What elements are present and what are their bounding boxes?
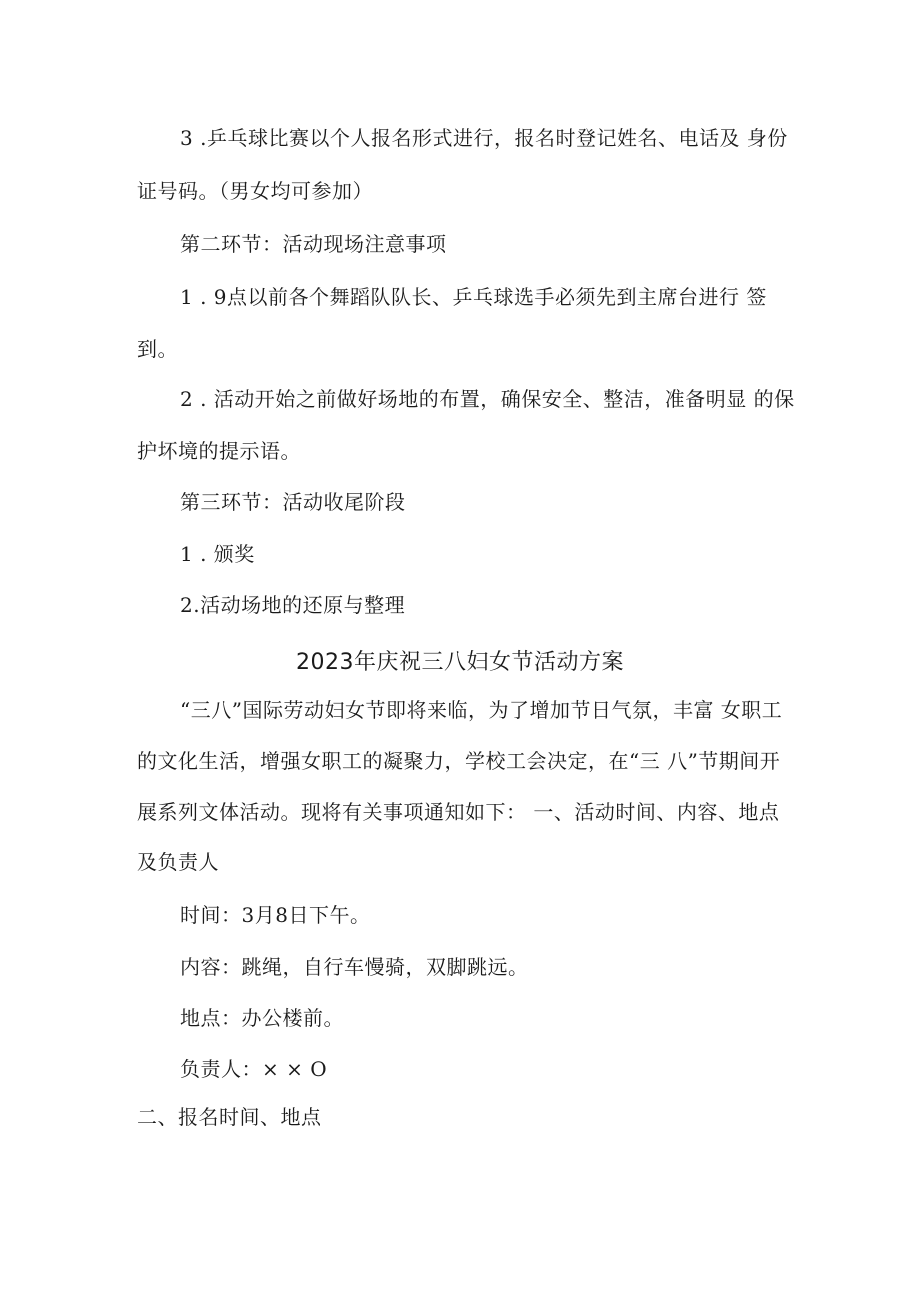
stage2-heading: 第二环节：活动现场注意事项 <box>180 232 447 256</box>
stage2-item1-line1: 1 . 9点以前各个舞蹈队队长、乒乓球选手必须先到主席台进行 签 <box>180 285 767 309</box>
stage2-item1-line2: 到。 <box>137 337 178 361</box>
content-line: 内容：跳绳，自行车慢骑，双脚跳远。 <box>180 955 529 979</box>
section2-heading: 二、报名时间、地点 <box>137 1105 322 1129</box>
paragraph-item3-line2: 证号码。（男女均可参加） <box>137 179 373 203</box>
intro-line2: 的文化生活，增强女职工的凝聚力，学校工会决定，在“三 八”节期间开 <box>137 749 781 773</box>
person-in-charge-line: 负责人：× × O <box>180 1057 328 1081</box>
stage3-item2: 2.活动场地的还原与整理 <box>180 593 406 617</box>
stage2-item2-line2: 护坏境的提示语。 <box>137 439 301 463</box>
intro-line3: 展系列文体活动。现将有关事项通知如下： 一、活动时间、内容、地点 <box>137 800 780 824</box>
stage3-heading: 第三环节：活动收尾阶段 <box>180 490 406 514</box>
location-line: 地点：办公楼前。 <box>180 1006 344 1030</box>
stage2-item2-line1: 2 . 活动开始之前做好场地的布置，确保安全、整洁，准备明显 的保 <box>180 387 795 411</box>
time-line: 时间：3月8日下午。 <box>180 903 371 927</box>
stage3-item1: 1 . 颁奖 <box>180 542 255 566</box>
document-title: 2023年庆祝三八妇女节活动方案 <box>296 650 624 675</box>
intro-line1: “三八”国际劳动妇女节即将来临，为了增加节日气氛，丰富 女职工 <box>180 698 783 722</box>
paragraph-item3-line1: 3 .乒乓球比赛以个人报名形式进行，报名时登记姓名、电话及 身份 <box>180 126 788 150</box>
intro-line4: 及负责人 <box>137 850 219 874</box>
